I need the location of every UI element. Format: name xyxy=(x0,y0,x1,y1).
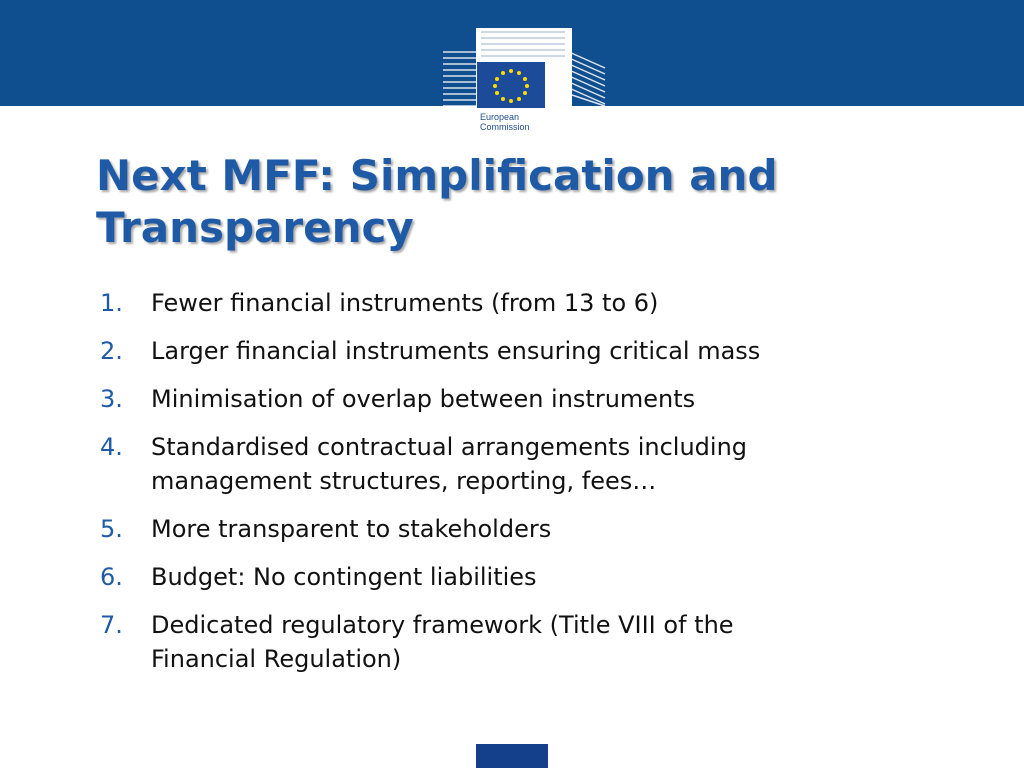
list-item-text: Larger financial instruments ensuring critical mass xyxy=(151,337,761,365)
list-item-text: Minimisation of overlap between instruments xyxy=(151,385,696,413)
logo-line-1: European xyxy=(480,112,520,122)
list-item-number: 1. xyxy=(100,289,123,317)
list-item-number: 3. xyxy=(100,385,123,413)
list-item xyxy=(100,512,900,546)
numbered-list xyxy=(100,286,900,690)
slide-title-line-1: Next MFF: Simplification and xyxy=(96,151,778,200)
list-item-text: Fewer financial instruments (from 13 to 6) xyxy=(151,289,659,317)
list-item xyxy=(100,430,900,498)
list-item-text: Budget: No contingent liabilities xyxy=(151,563,537,591)
list-item-text-line-2: management structures, reporting, fees… xyxy=(151,467,657,495)
list-item-text-line-1: Dedicated regulatory framework (Title VIII of the xyxy=(151,611,734,639)
list-item-number: 6. xyxy=(100,563,123,591)
logo-text xyxy=(480,112,560,132)
logo-line-2: Commission xyxy=(480,122,530,132)
list-item-number: 7. xyxy=(100,611,123,639)
list-item xyxy=(100,382,900,416)
list-item-number: 2. xyxy=(100,337,123,365)
list-item xyxy=(100,560,900,594)
slide-title-line-2: Transparency xyxy=(96,203,414,252)
list-item xyxy=(100,334,900,368)
list-item xyxy=(100,286,900,320)
slide-title xyxy=(96,150,976,254)
list-item-text-line-2: Financial Regulation) xyxy=(151,645,402,673)
eu-flag-icon xyxy=(476,744,548,768)
list-item xyxy=(100,608,900,676)
list-item-text-line-1: Standardised contractual arrangements including xyxy=(151,433,748,461)
list-item-number: 5. xyxy=(100,515,123,543)
european-commission-logo xyxy=(441,28,607,144)
list-item-number: 4. xyxy=(100,433,123,461)
list-item-text: More transparent to stakeholders xyxy=(151,515,552,543)
